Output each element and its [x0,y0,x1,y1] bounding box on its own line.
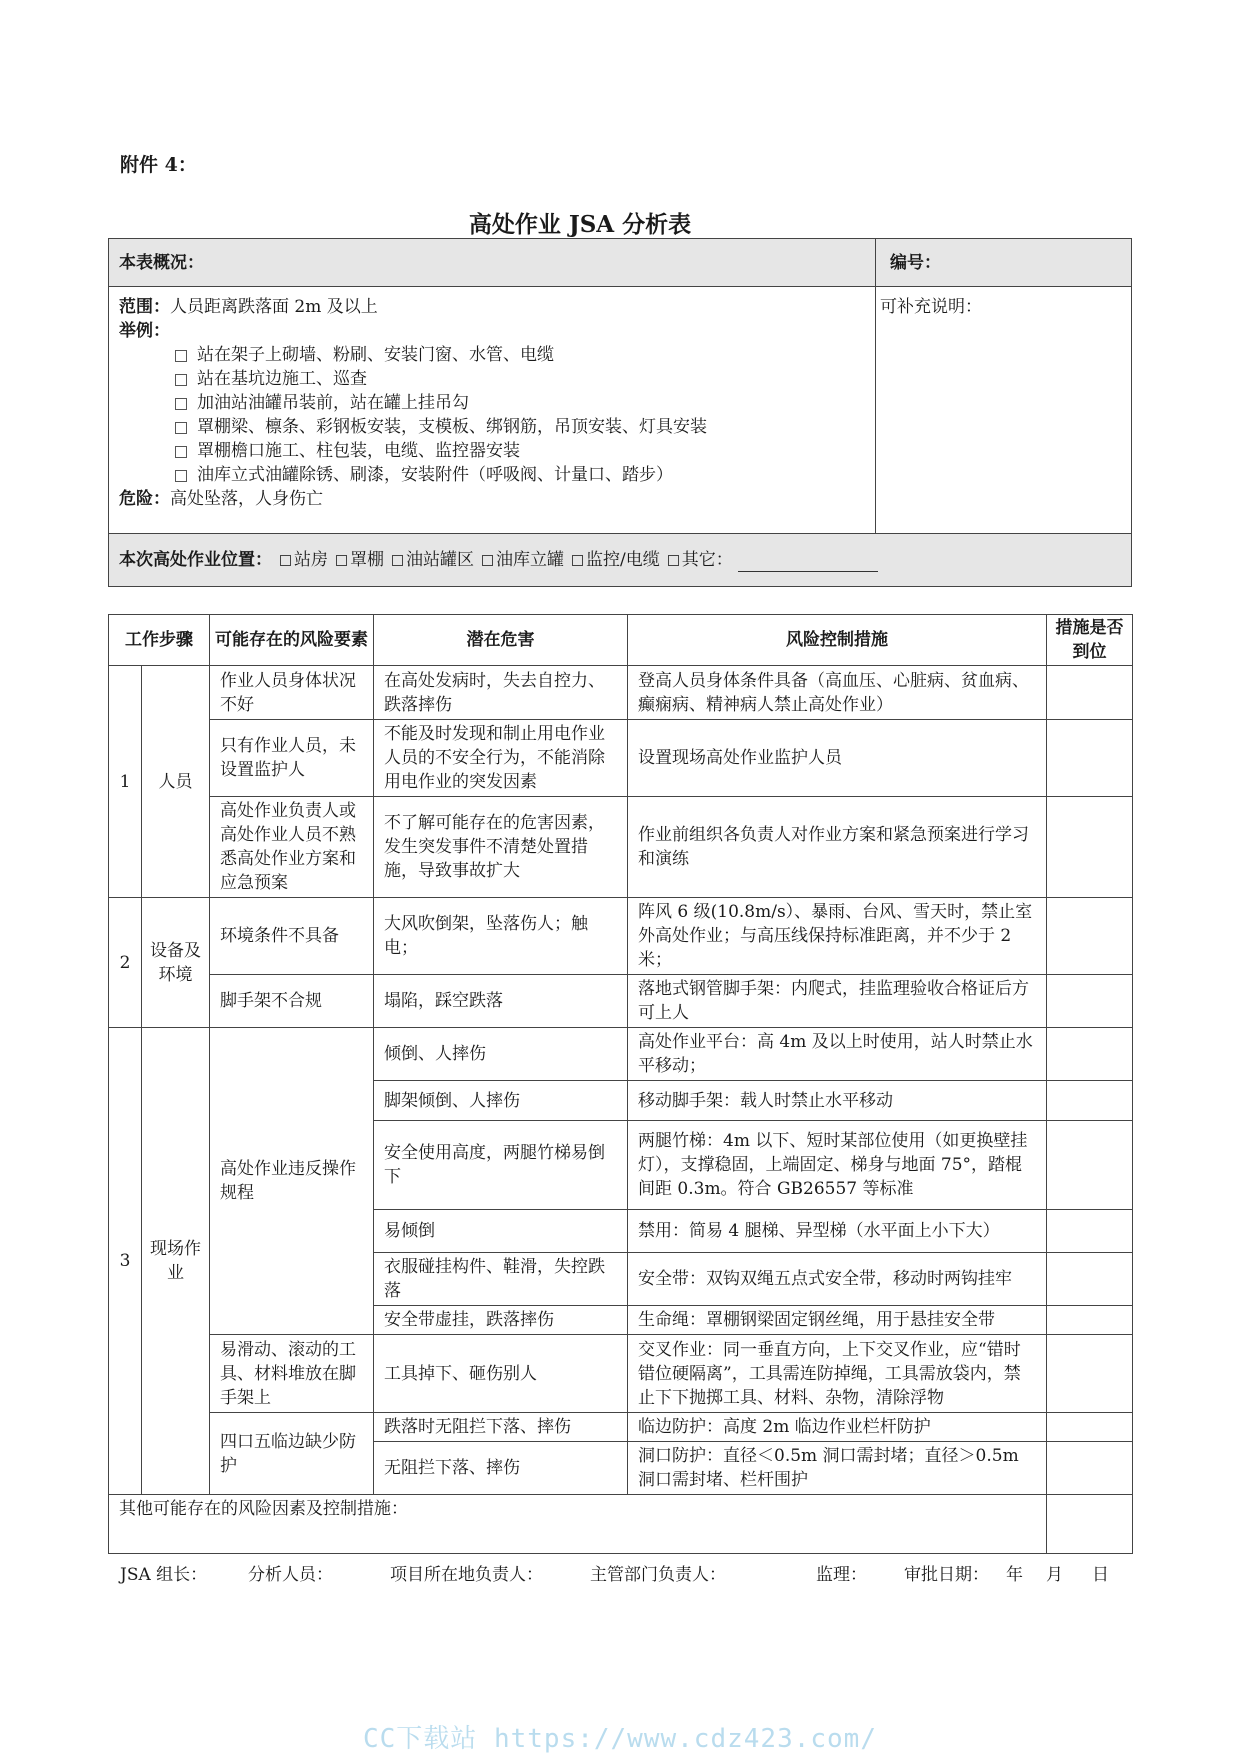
example-item: 罩棚檐口施工、柱包装，电缆、监控器安装 [119,439,865,463]
measure-cell: 交叉作业：同一垂直方向，上下交叉作业，应“错时错位硬隔离”，工具需连防掉绳，工具需放袋内，禁止下下抛掷工具、材料、杂物，清除浮物 [628,1335,1047,1413]
location-option: 站房 [294,550,328,570]
example-item: 罩棚梁、檩条、彩钢板安装，支模板、绑钢筋，吊顶安装、灯具安装 [119,415,865,439]
analyst-label: 分析人员： [248,1565,333,1585]
hazard-cell: 在高处发病时，失去自控力、跌落摔伤 [374,666,628,720]
table-row [109,898,1133,975]
example-item: 加油站油罐吊装前，站在罐上挂吊勾 [119,391,865,415]
checkbox-icon [175,446,187,458]
jsa-table [108,614,1133,1554]
status-cell[interactable] [1047,1253,1133,1306]
status-cell[interactable] [1047,666,1133,720]
header-hazard: 潜在危害 [374,615,628,666]
checkbox-icon[interactable] [482,555,493,566]
year-label: 年 [1006,1565,1023,1585]
watermark: CC下载站 https://www.cdz423.com/ [363,1724,877,1754]
status-cell[interactable] [1047,720,1133,797]
measure-cell: 安全带：双钩双绳五点式安全带，移动时两钩挂牢 [628,1253,1047,1306]
leader-label: JSA 组长： [120,1565,208,1585]
hazard-cell: 塌陷，踩空跌落 [374,975,628,1028]
location-cell [109,534,1132,587]
hazard-cell: 不了解可能存在的危害因素，发生突发事件不清楚处置措施，导致事故扩大 [374,797,628,898]
location-option: 油库立罐 [496,550,564,570]
status-cell[interactable] [1047,975,1133,1028]
measure-cell: 两腿竹梯：4m 以下、短时某部位使用（如更换壁挂灯），支撑稳固，上端固定、梯身与地面 75°，踏棍间距 0.3m。符合 GB26557 等标准 [628,1121,1047,1210]
risk-factor: 高处作业负责人或高处作业人员不熟悉高处作业方案和应急预案 [210,797,374,898]
location-option: 其它： [681,550,733,570]
example-item: 油库立式油罐除锈、刷漆，安装附件（呼吸阀、计量口、踏步） [119,463,865,487]
month-label: 月 [1046,1565,1063,1585]
table-row [109,1335,1133,1413]
table-row [109,666,1133,720]
location-option: 监控/电缆 [586,550,660,570]
checkbox-icon [175,470,187,482]
risk-factor: 高处作业违反操作规程 [210,1028,374,1335]
dept-manager-label: 主管部门负责人： [590,1565,726,1585]
step-name: 设备及环境 [142,898,210,1028]
example-list [119,343,865,487]
hazard-label: 危险： [119,489,170,509]
step-number: 3 [109,1028,142,1495]
checkbox-icon [175,374,187,386]
status-cell[interactable] [1047,1121,1133,1210]
range-text: 人员距离跌落面 2m 及以上 [170,297,378,317]
measure-cell: 设置现场高处作业监护人员 [628,720,1047,797]
table-row [109,975,1133,1028]
project-manager-label: 项目所在地负责人： [390,1565,543,1585]
status-cell[interactable] [1047,1081,1133,1121]
hazard-cell: 安全使用高度，两腿竹梯易倒下 [374,1121,628,1210]
header-measure: 风险控制措施 [628,615,1047,666]
scope-cell [109,287,876,534]
hazard-cell: 衣服碰挂构件、鞋滑，失控跌落 [374,1253,628,1306]
table-row [109,1413,1133,1442]
measure-cell: 移动脚手架：载人时禁止水平移动 [628,1081,1047,1121]
header-status: 措施是否到位 [1047,615,1133,666]
status-cell[interactable] [1047,898,1133,975]
hazard-cell: 大风吹倒架，坠落伤人；触电； [374,898,628,975]
location-option: 罩棚 [350,550,384,570]
location-row [109,534,1132,587]
attachment-label: 附件 4： [120,154,197,176]
hazard-cell: 倾倒、人摔伤 [374,1028,628,1081]
measure-cell: 落地式钢管脚手架：内爬式，挂监理验收合格证后方可上人 [628,975,1047,1028]
checkbox-icon [175,422,187,434]
measure-cell: 登高人员身体条件具备（高血压、心脏病、贫血病、癫痫病、精神病人禁止高处作业） [628,666,1047,720]
status-cell[interactable] [1047,1210,1133,1253]
approve-date-label: 审批日期： [904,1565,989,1585]
hazard-cell: 脚架倾倒、人摔伤 [374,1081,628,1121]
measure-cell: 洞口防护：直径＜0.5m 洞口需封堵；直径＞0.5m 洞口需封堵、栏杆围护 [628,1442,1047,1495]
status-cell[interactable] [1047,1335,1133,1413]
checkbox-icon [175,398,187,410]
hazard-cell: 工具掉下、砸伤别人 [374,1335,628,1413]
header-row [109,615,1133,666]
hazard-cell: 跌落时无阻拦下落、摔伤 [374,1413,628,1442]
risk-factor: 环境条件不具备 [210,898,374,975]
measure-cell: 临边防护：高度 2m 临边作业栏杆防护 [628,1413,1047,1442]
day-label: 日 [1092,1565,1109,1585]
overview-row [109,239,1132,287]
header-factor: 可能存在的风险要素 [210,615,374,666]
example-item: 站在基坑边施工、巡查 [119,367,865,391]
scope-row [109,287,1132,534]
checkbox-icon [175,350,187,362]
table-row [109,797,1133,898]
other-location-field[interactable] [738,553,878,572]
checkbox-icon[interactable] [668,555,679,566]
example-label: 举例： [119,321,170,341]
range-label: 范围： [119,297,170,317]
status-cell[interactable] [1047,1442,1133,1495]
measure-cell: 生命绳：罩棚钢梁固定钢丝绳，用于悬挂安全带 [628,1306,1047,1335]
measure-cell: 高处作业平台：高 4m 及以上时使用，站人时禁止水平移动； [628,1028,1047,1081]
hazard-cell: 不能及时发现和制止用电作业人员的不安全行为，不能消除用电作业的突发因素 [374,720,628,797]
other-risks-row [109,1495,1133,1554]
hazard-cell: 无阻拦下落、摔伤 [374,1442,628,1495]
status-cell[interactable] [1047,1495,1133,1554]
status-cell[interactable] [1047,1413,1133,1442]
status-cell[interactable] [1047,797,1133,898]
page-title: 高处作业 JSA 分析表 [468,211,692,238]
number-label: 编号： [876,239,1132,287]
risk-factor: 只有作业人员，未设置监护人 [210,720,374,797]
step-number: 2 [109,898,142,1028]
other-risks-cell[interactable]: 其他可能存在的风险因素及控制措施： [109,1495,1047,1554]
location-option: 油站罐区 [406,550,474,570]
measure-cell: 作业前组织各负责人对作业方案和紧急预案进行学习和演练 [628,797,1047,898]
risk-factor: 作业人员身体状况不好 [210,666,374,720]
hazard-text: 高处坠落，人身伤亡 [170,489,323,509]
checkbox-icon[interactable] [392,555,403,566]
overview-label: 本表概况： [109,239,876,287]
note-cell[interactable]: 可补充说明： [876,287,1132,534]
status-cell[interactable] [1047,1306,1133,1335]
risk-factor: 四口五临边缺少防护 [210,1413,374,1495]
measure-cell: 禁用：简易 4 腿梯、异型梯（水平面上小下大） [628,1210,1047,1253]
overview-table [108,238,1132,587]
measure-cell: 阵风 6 级(10.8m/s）、暴雨、台风、雪天时，禁止室外高处作业；与高压线保持标准距离，并不少于 2 米； [628,898,1047,975]
hazard-cell: 安全带虚挂，跌落摔伤 [374,1306,628,1335]
checkbox-icon[interactable] [572,555,583,566]
hazard-cell: 易倾倒 [374,1210,628,1253]
checkbox-icon[interactable] [336,555,347,566]
table-row [109,720,1133,797]
step-number: 1 [109,666,142,898]
step-name: 现场作业 [142,1028,210,1495]
step-name: 人员 [142,666,210,898]
example-item: 站在架子上砌墙、粉刷、安装门窗、水管、电缆 [119,343,865,367]
risk-factor: 脚手架不合规 [210,975,374,1028]
status-cell[interactable] [1047,1028,1133,1081]
header-step: 工作步骤 [109,615,210,666]
supervisor-label: 监理： [816,1565,867,1585]
risk-factor: 易滑动、滚动的工具、材料堆放在脚手架上 [210,1335,374,1413]
checkbox-icon[interactable] [280,555,291,566]
table-row [109,1028,1133,1081]
location-label: 本次高处作业位置： [119,550,272,570]
